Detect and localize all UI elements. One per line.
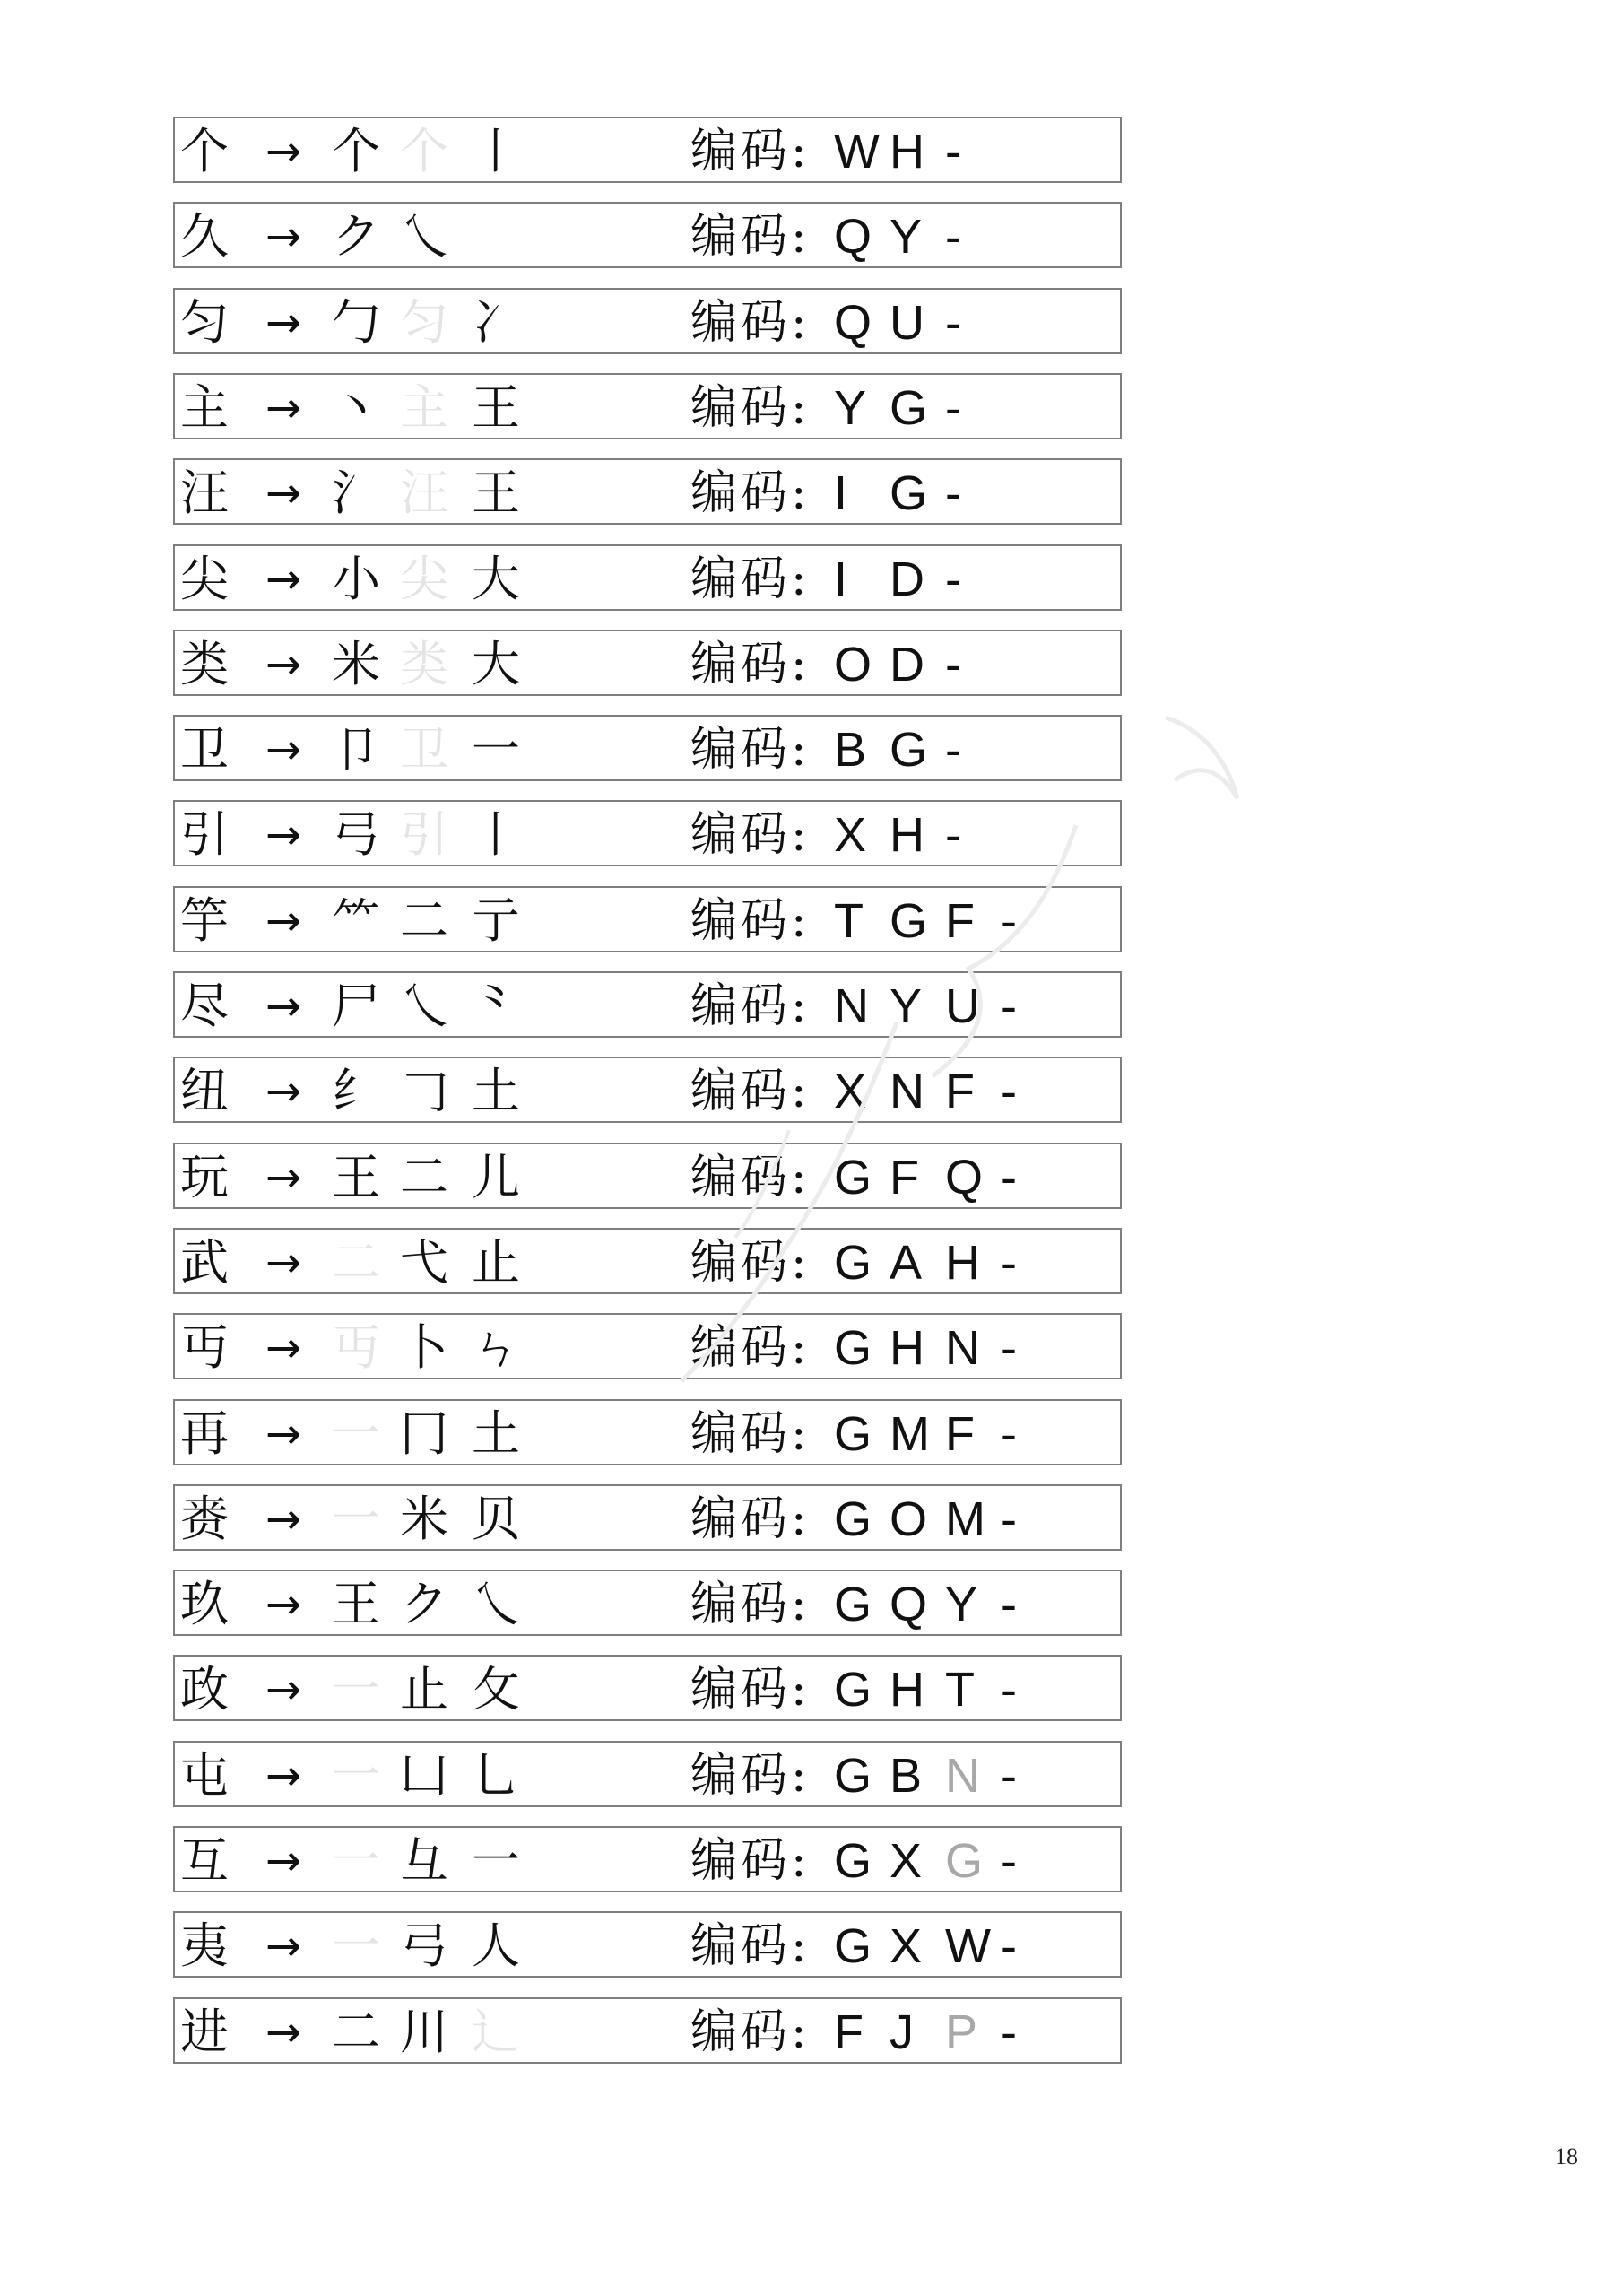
code-letter: F (945, 894, 975, 948)
code-letters (834, 1920, 1056, 1972)
component-part: 氵 (332, 465, 380, 521)
main-character: 进 (180, 2004, 229, 2060)
code-letter: Y (834, 381, 867, 435)
code-letters (834, 1237, 1056, 1289)
component-part: 一 (332, 1747, 380, 1804)
code-letter: - (945, 808, 961, 862)
code-letter: A (890, 1236, 923, 1290)
component-part: 汪 (400, 465, 448, 521)
component-part: 一 (332, 1491, 380, 1547)
code-letter: Q (945, 1151, 984, 1205)
code-row (173, 1313, 1122, 1379)
arrow-icon: → (265, 1836, 302, 1886)
code-letter: Q (890, 1578, 928, 1631)
arrow-icon: → (265, 1066, 302, 1117)
code-label: 编码: (690, 1578, 811, 1631)
arrow-icon: → (265, 383, 302, 433)
component-part: 一 (332, 1832, 380, 1889)
code-letters (834, 724, 1001, 776)
component-part: 弋 (400, 1234, 448, 1291)
code-letters (834, 1493, 1056, 1545)
code-letter: B (890, 1749, 923, 1803)
code-label: 编码: (690, 2005, 811, 2059)
main-character: 玖 (180, 1576, 229, 1632)
code-letters (834, 1750, 1056, 1802)
code-letters (834, 809, 1001, 861)
code-letter: O (834, 638, 872, 691)
code-letter: G (834, 1236, 872, 1290)
component-part: 个 (400, 123, 448, 179)
page-number: 18 (1555, 2144, 1578, 2170)
code-letter: - (1001, 1492, 1017, 1546)
code-letter: T (945, 1663, 975, 1717)
code-letter: G (834, 1663, 872, 1717)
component-part: 𠃌 (400, 1063, 448, 1119)
code-letters (834, 1322, 1056, 1374)
code-letter: - (945, 723, 961, 777)
code-letter: B (834, 723, 867, 777)
arrow-icon: → (265, 1152, 302, 1203)
code-row (173, 971, 1122, 1038)
component-part: 止 (472, 1234, 520, 1291)
code-letter: F (890, 1151, 919, 1205)
component-part: 小 (332, 551, 380, 607)
main-character: 卫 (180, 721, 229, 778)
component-part: 冫 (472, 294, 520, 351)
component-part: 乀 (400, 208, 448, 265)
component-part: 人 (472, 1918, 520, 1974)
main-character: 赉 (180, 1491, 229, 1547)
code-letter: G (890, 466, 928, 520)
code-letter: - (1001, 1578, 1017, 1631)
main-character: 尖 (180, 551, 229, 607)
arrow-icon: → (265, 468, 302, 518)
code-row (173, 1826, 1122, 1892)
main-character: 屯 (180, 1747, 229, 1804)
code-letters (834, 895, 1056, 947)
code-row (173, 1484, 1122, 1551)
code-letter: G (834, 1919, 872, 1973)
code-letter: P (945, 2005, 978, 2059)
code-letter: G (834, 1492, 872, 1546)
main-character: 个 (180, 123, 229, 179)
code-letter: - (1001, 2005, 1017, 2059)
code-row (173, 1911, 1122, 1978)
code-row (173, 1655, 1122, 1721)
code-letter: W (945, 1919, 991, 1973)
component-part: 王 (472, 379, 520, 436)
code-label: 编码: (690, 296, 811, 350)
arrow-icon: → (265, 810, 302, 860)
code-letter: Q (834, 210, 872, 264)
component-part: 川 (400, 2004, 448, 2060)
component-part: 王 (472, 465, 520, 521)
main-character: 久 (180, 208, 229, 265)
component-part: 丏 (332, 1319, 380, 1376)
code-letter: X (890, 1834, 923, 1888)
component-part: 土 (472, 1063, 520, 1119)
code-row (173, 202, 1122, 268)
component-part: 一 (332, 1661, 380, 1718)
component-part: 二 (332, 2004, 380, 2060)
code-letter: - (1001, 1065, 1017, 1118)
code-letters (834, 1152, 1056, 1204)
code-letter: D (890, 638, 924, 691)
code-label: 编码: (690, 723, 811, 777)
code-letter: Y (890, 979, 923, 1033)
component-part: 丨 (472, 806, 520, 863)
code-label: 编码: (690, 808, 811, 862)
code-letter: X (834, 1065, 867, 1118)
code-label: 编码: (690, 125, 811, 178)
component-part: 乚 (472, 1747, 520, 1804)
code-label: 编码: (690, 1834, 811, 1888)
component-part: 一 (332, 1405, 380, 1462)
code-label: 编码: (690, 1236, 811, 1290)
arrow-icon: → (265, 639, 302, 690)
component-part: 冂 (400, 1405, 448, 1462)
code-letter: - (945, 125, 961, 178)
code-letter: T (834, 894, 864, 948)
main-character: 引 (180, 806, 229, 863)
code-letters (834, 2006, 1056, 2058)
code-letters (834, 1664, 1056, 1716)
code-letter: Y (890, 210, 923, 264)
code-letter: I (834, 466, 848, 520)
component-part: ⺀ (472, 978, 520, 1034)
code-row (173, 715, 1122, 781)
code-letters (834, 382, 1001, 434)
code-label: 编码: (690, 1321, 811, 1375)
code-letter: G (890, 894, 928, 948)
component-part: 一 (472, 721, 520, 778)
arrow-icon: → (265, 1921, 302, 1971)
component-part: 引 (400, 806, 448, 863)
code-letter: D (890, 552, 924, 606)
component-part: 米 (400, 1491, 448, 1547)
code-letter: M (890, 1407, 930, 1461)
code-row (173, 886, 1122, 952)
arrow-icon: → (265, 1238, 302, 1288)
component-part: ク (400, 1576, 448, 1632)
code-row (173, 1228, 1122, 1294)
code-letter: U (945, 979, 980, 1033)
code-letters (834, 639, 1001, 691)
code-label: 编码: (690, 638, 811, 691)
code-letter: H (890, 125, 924, 178)
code-letters (834, 1835, 1056, 1887)
component-part: 大 (472, 636, 520, 692)
component-part: 弓 (332, 806, 380, 863)
code-label: 编码: (690, 1065, 811, 1118)
code-letter: G (834, 1407, 872, 1461)
code-label: 编码: (690, 552, 811, 606)
code-row (173, 1997, 1122, 2064)
code-label: 编码: (690, 894, 811, 948)
arrow-icon: → (265, 1409, 302, 1459)
component-part: 彑 (400, 1832, 448, 1889)
code-label: 编码: (690, 1407, 811, 1461)
code-label: 编码: (690, 1919, 811, 1973)
main-character: 汪 (180, 465, 229, 521)
code-letter: Y (945, 1578, 978, 1631)
code-label: 编码: (690, 466, 811, 520)
code-row (173, 1057, 1122, 1123)
main-character: 纽 (180, 1063, 229, 1119)
code-letter: H (890, 1663, 924, 1717)
component-part: 类 (400, 636, 448, 692)
arrow-icon: → (265, 298, 302, 348)
main-character: 匀 (180, 294, 229, 351)
code-letter: N (945, 1321, 980, 1375)
component-part: 辶 (472, 2004, 520, 2060)
arrow-icon: → (265, 725, 302, 775)
code-letter: G (834, 1321, 872, 1375)
code-letter: - (945, 552, 961, 606)
code-letter: N (945, 1749, 980, 1803)
component-part: 主 (400, 379, 448, 436)
code-row (173, 373, 1122, 439)
main-character: 政 (180, 1661, 229, 1718)
code-row (173, 544, 1122, 611)
code-letter: - (1001, 1919, 1017, 1973)
arrow-icon: → (265, 1323, 302, 1373)
main-character: 主 (180, 379, 229, 436)
component-part: 卫 (400, 721, 448, 778)
component-part: 二 (332, 1234, 380, 1291)
code-row (173, 1570, 1122, 1636)
code-label: 编码: (690, 1492, 811, 1546)
code-label: 编码: (690, 1663, 811, 1717)
code-letter: G (890, 381, 928, 435)
arrow-icon: → (265, 126, 302, 177)
code-label: 编码: (690, 210, 811, 264)
code-letter: - (1001, 1407, 1017, 1461)
code-letter: F (945, 1065, 975, 1118)
code-row (173, 800, 1122, 866)
code-letter: X (890, 1919, 923, 1973)
code-letters (834, 980, 1056, 1032)
main-character: 互 (180, 1832, 229, 1889)
code-label: 编码: (690, 979, 811, 1033)
arrow-icon: → (265, 1579, 302, 1630)
component-part: 丨 (472, 123, 520, 179)
component-part: 贝 (472, 1491, 520, 1547)
code-row (173, 1143, 1122, 1209)
code-letter: X (834, 808, 867, 862)
component-part: 尸 (332, 978, 380, 1034)
code-letter: G (834, 1578, 872, 1631)
code-letters (834, 297, 1001, 349)
component-part: ク (332, 208, 380, 265)
component-part: 儿 (472, 1149, 520, 1205)
component-part: 攵 (472, 1661, 520, 1718)
arrow-icon: → (265, 2007, 302, 2057)
arrow-icon: → (265, 1665, 302, 1715)
arrow-icon: → (265, 981, 302, 1031)
arrow-icon: → (265, 1751, 302, 1801)
code-letter: F (834, 2005, 864, 2059)
code-label: 编码: (690, 381, 811, 435)
code-letters (834, 126, 1001, 178)
main-character: 丏 (180, 1319, 229, 1376)
component-part: 凵 (400, 1747, 448, 1804)
component-part: 卜 (400, 1319, 448, 1376)
main-character: 竽 (180, 892, 229, 949)
component-part: 土 (472, 1405, 520, 1462)
code-letter: - (1001, 1236, 1017, 1290)
code-letter: - (945, 210, 961, 264)
component-part: 王 (332, 1149, 380, 1205)
code-letter: G (834, 1834, 872, 1888)
code-letter: H (890, 1321, 924, 1375)
code-letter: - (945, 381, 961, 435)
component-part: 卩 (332, 721, 380, 778)
component-part: 纟 (332, 1063, 380, 1119)
code-letter: I (834, 552, 848, 606)
component-part: 二 (400, 892, 448, 949)
code-letter: - (945, 638, 961, 691)
main-character: 尽 (180, 978, 229, 1034)
component-part: 一 (332, 1918, 380, 1974)
code-letter: G (834, 1749, 872, 1803)
code-letter: H (945, 1236, 980, 1290)
main-character: 玩 (180, 1149, 229, 1205)
arrow-icon: → (265, 1494, 302, 1544)
code-letter: F (945, 1407, 975, 1461)
main-character: 夷 (180, 1918, 229, 1974)
code-letters (834, 211, 1001, 263)
code-letter: G (890, 723, 928, 777)
code-letter: - (945, 296, 961, 350)
arrow-icon: → (265, 554, 302, 604)
code-label: 编码: (690, 1749, 811, 1803)
component-part: 丶 (332, 379, 380, 436)
code-letter: - (1001, 1834, 1017, 1888)
code-letters (834, 553, 1001, 605)
component-part: 止 (400, 1661, 448, 1718)
code-letter: U (890, 296, 924, 350)
component-part: 乀 (400, 978, 448, 1034)
component-part: 大 (472, 551, 520, 607)
arrow-icon: → (265, 896, 302, 946)
component-part: 弓 (400, 1918, 448, 1974)
component-part: 二 (400, 1149, 448, 1205)
code-letters (834, 1408, 1056, 1460)
code-row (173, 1399, 1122, 1465)
component-part: 勹 (332, 294, 380, 351)
code-label: 编码: (690, 1151, 811, 1205)
component-part: 米 (332, 636, 380, 692)
code-letter: W (834, 125, 880, 178)
main-character: 武 (180, 1234, 229, 1291)
component-part: 匀 (400, 294, 448, 351)
code-letter: N (890, 1065, 924, 1118)
code-letter: - (1001, 979, 1017, 1033)
component-part: 王 (332, 1576, 380, 1632)
code-row (173, 630, 1122, 696)
code-row (173, 458, 1122, 525)
component-part: ㄣ (472, 1319, 520, 1376)
code-letter: - (1001, 1663, 1017, 1717)
component-part: 尖 (400, 551, 448, 607)
code-letter: G (834, 1151, 872, 1205)
code-letter: - (1001, 1321, 1017, 1375)
code-letter: G (945, 1834, 984, 1888)
code-letter: H (890, 808, 924, 862)
code-row (173, 1741, 1122, 1807)
component-part: 个 (332, 123, 380, 179)
main-character: 再 (180, 1405, 229, 1462)
code-letter: - (1001, 1749, 1017, 1803)
code-letters (834, 1578, 1056, 1631)
code-letters (834, 1065, 1056, 1118)
code-letter: - (1001, 894, 1017, 948)
code-letter: M (945, 1492, 985, 1546)
code-letter: - (945, 466, 961, 520)
code-row (173, 288, 1122, 354)
component-part: 一 (472, 1832, 520, 1889)
arrow-icon: → (265, 212, 302, 262)
code-letters (834, 467, 1001, 519)
component-part: 亍 (472, 892, 520, 949)
code-letter: J (890, 2005, 914, 2059)
code-letter: Q (834, 296, 872, 350)
main-character: 类 (180, 636, 229, 692)
code-row (173, 117, 1122, 183)
code-letter: O (890, 1492, 928, 1546)
code-letter: N (834, 979, 869, 1033)
code-letter: - (1001, 1151, 1017, 1205)
component-part: ⺮ (332, 892, 380, 949)
component-part: 乀 (472, 1576, 520, 1632)
